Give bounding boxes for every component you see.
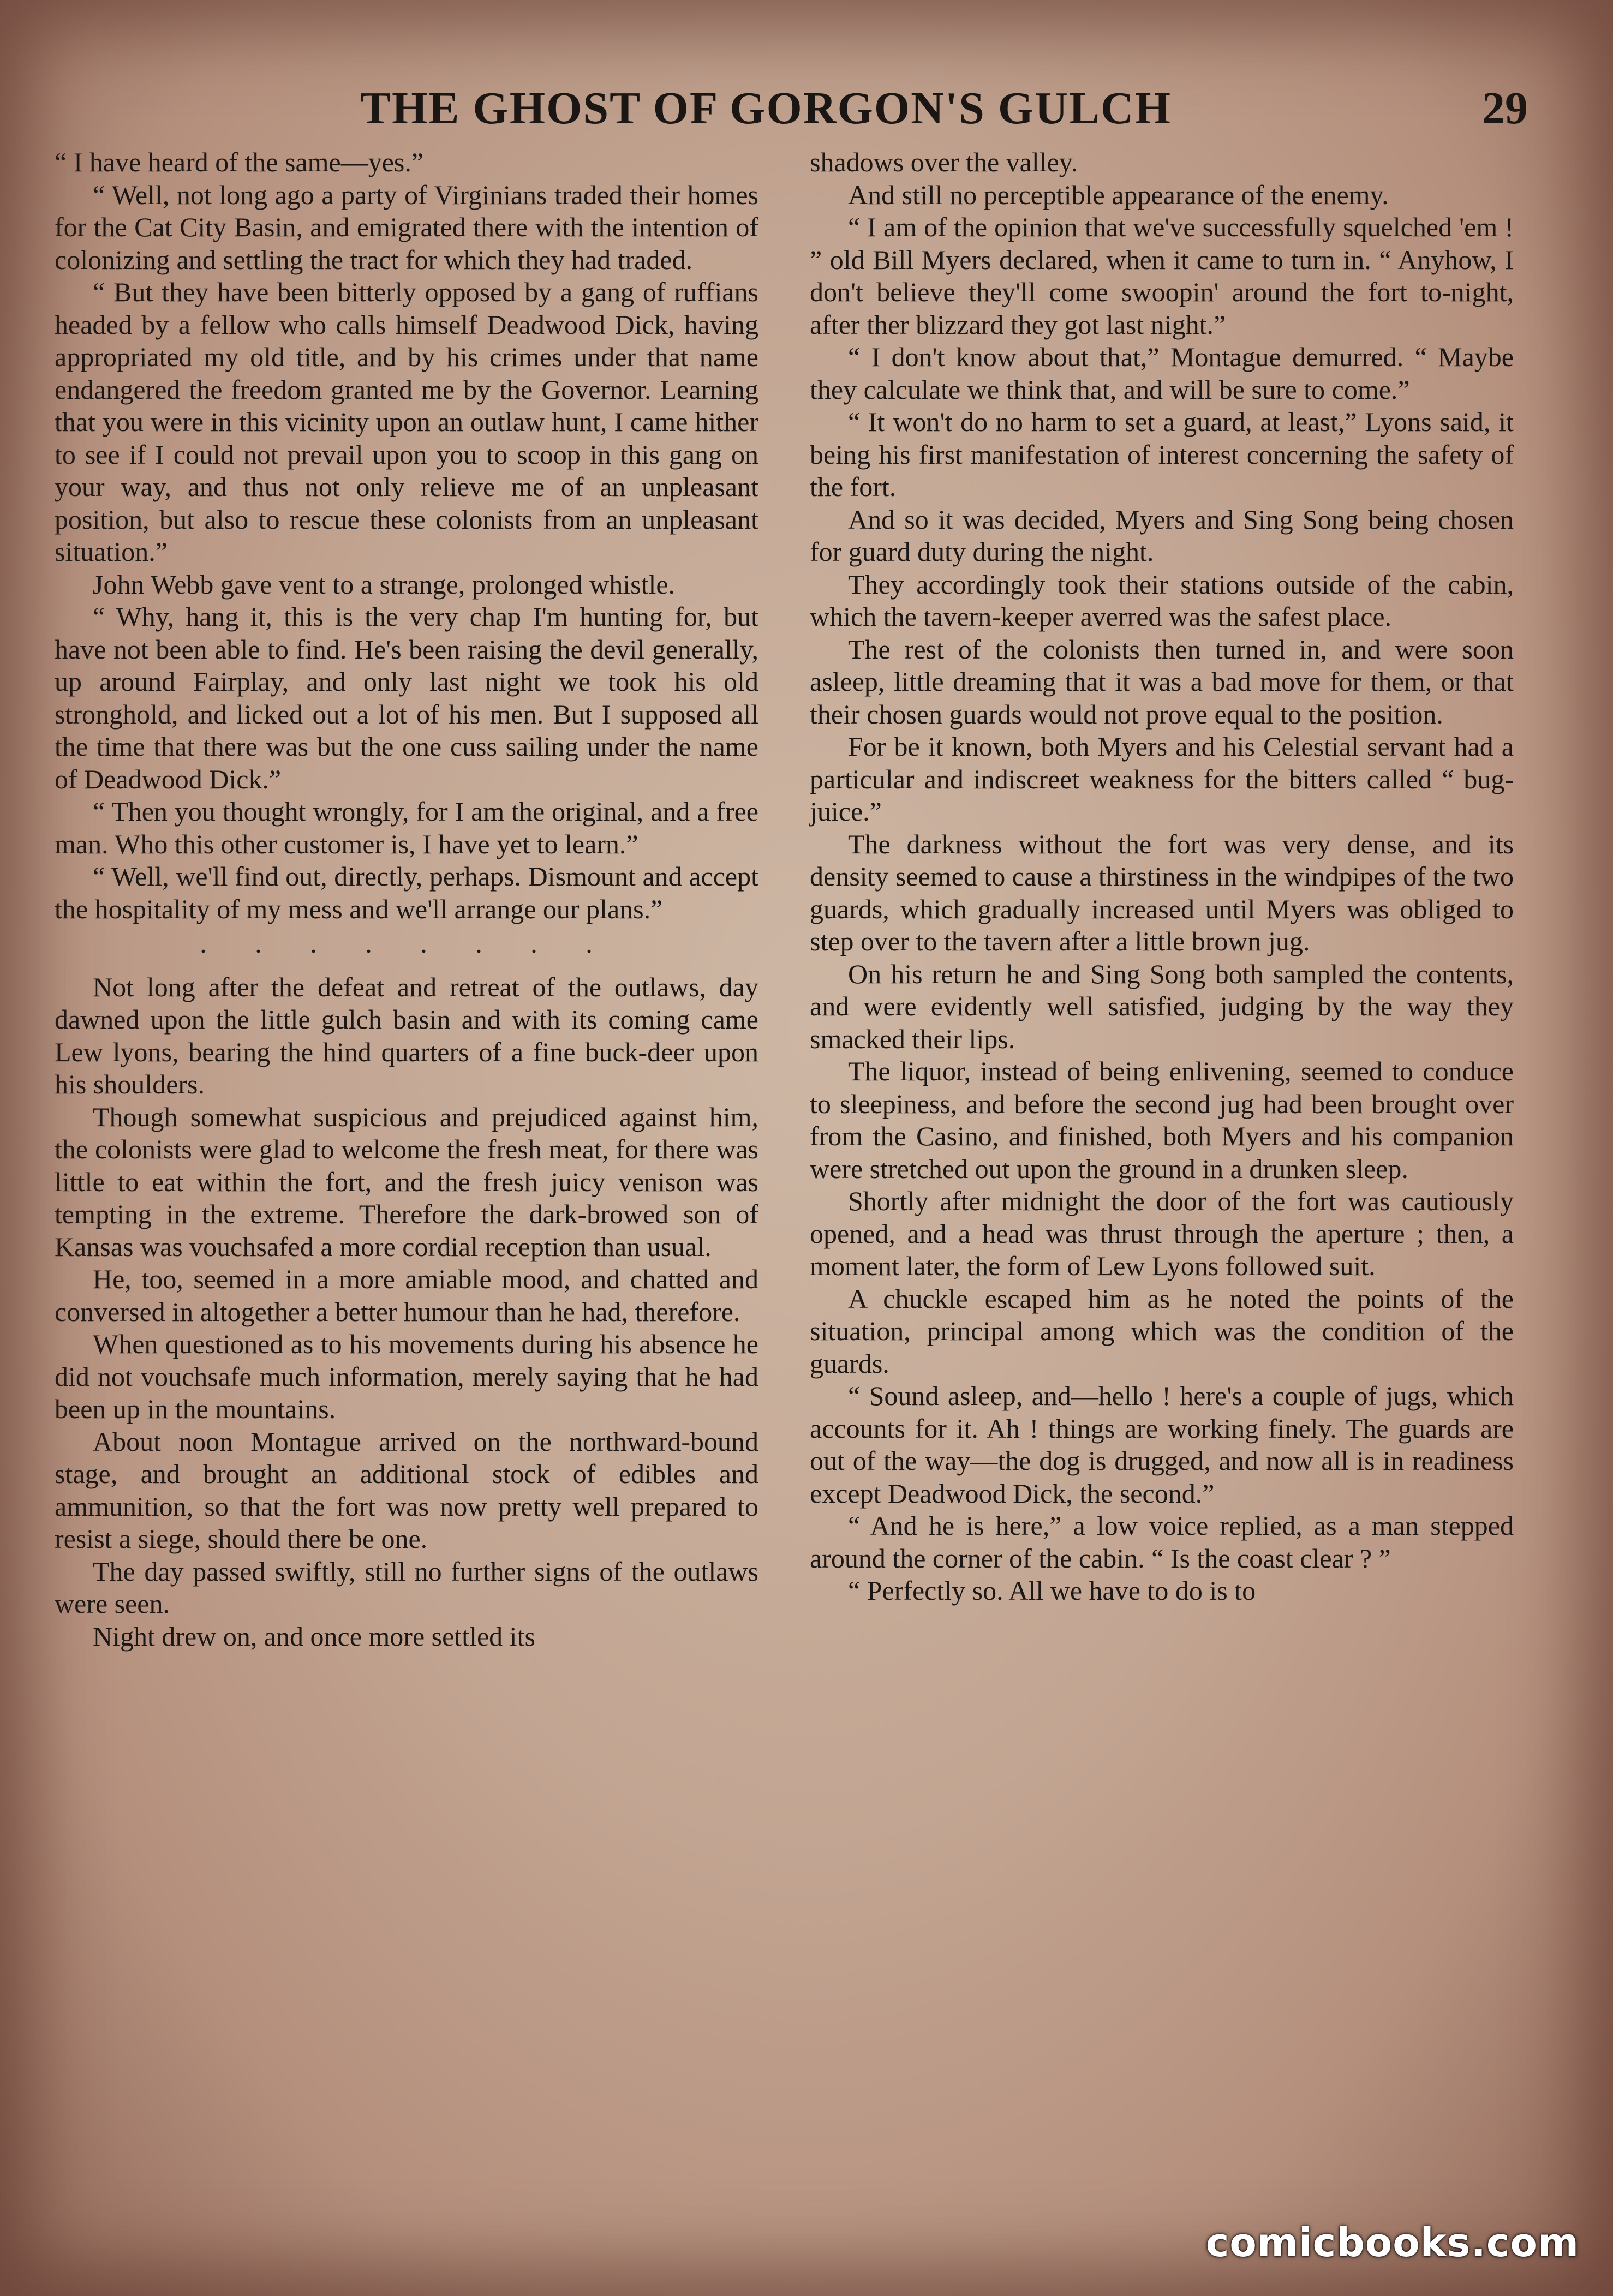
left-text-column bbox=[55, 146, 758, 1653]
paragraph: “ And he is here,” a low voice replied, as a man stepped around the corner of the cabin. “ Is the coast clear ? ” bbox=[810, 1510, 1514, 1574]
paragraph: When questioned as to his movements during his absence he did not vouchsafe much information, merely saying that he had been up in the mountains. bbox=[55, 1329, 758, 1424]
paragraph: On his return he and Sing Song both sampled the contents, and were evidently well satisfied, judging by the way they smacked their lips. bbox=[810, 958, 1514, 1054]
paragraph: The rest of the colonists then turned in, and were soon asleep, little dreaming that it was a bad move for them, or that their chosen guards would not prove equal to the position. bbox=[810, 633, 1514, 730]
watermark: comicbooks.com bbox=[1205, 2220, 1579, 2265]
paragraph: “ I have heard of the same—yes.” bbox=[55, 147, 424, 177]
paragraph: “ But they have been bitterly opposed by a gang of ruffians headed by a fellow who calls himself Deadwood Dick, having appropriated my old title, and by his crimes under that name endangered the freedom granted me by the Governor. Learning that you were in this vicinity upon an outlaw hunt, I came hither to see if I could not prevail upon you to scoop in this gang on your way, and thus not only relieve me of an unpleasant position, but also to rescue these colonists from an unpleasant situation.” bbox=[55, 277, 758, 567]
page-title: THE GHOST OF GORGON'S GULCH bbox=[360, 83, 1172, 134]
right-text-column bbox=[810, 146, 1514, 1607]
paragraph: Night drew on, and once more settled its bbox=[93, 1621, 535, 1652]
paragraph: “ Perfectly so. All we have to do is to bbox=[848, 1575, 1256, 1606]
paragraph: For be it known, both Myers and his Celestial servant had a particular and indiscreet weakness for the bitters called “ bug-juice.” bbox=[810, 731, 1514, 827]
paragraph: Shortly after midnight the door of the fort was cautiously opened, and a head was thrust through the aperture ; then, a moment later, the form of Lew Lyons followed suit. bbox=[810, 1186, 1514, 1281]
paragraph: The day passed swiftly, still no further signs of the outlaws were seen. bbox=[55, 1556, 758, 1619]
page-number: 29 bbox=[1482, 83, 1528, 134]
paragraph: The darkness without the fort was very dense, and its density seemed to cause a thirstiness in the windpipes of the two guards, which gradually increased until Myers was obliged to step over to the tavern after a little brown jug. bbox=[810, 828, 1514, 956]
paragraph: “ I am of the opinion that we've successfully squelched 'em ! ” old Bill Myers declared, when it came to turn in. “ Anyhow, I don't believe they'll come swoopin' around the fort to-night, after ther blizzard they got last night.” bbox=[810, 212, 1514, 340]
running-header bbox=[55, 82, 1528, 153]
paragraph: And so it was decided, Myers and Sing Song being chosen for guard duty during the night. bbox=[810, 504, 1514, 567]
paragraph: “ It won't do no harm to set a guard, at least,” Lyons said, it being his first manifestation of interest concerning the safety of the fort. bbox=[810, 406, 1514, 502]
paragraph: “ Well, not long ago a party of Virginians traded their homes for the Cat City Basin, and emigrated there with the intention of colonizing and settling the tract for which they had traded. bbox=[55, 179, 758, 275]
paragraph: A chuckle escaped him as he noted the points of the situation, principal among which was the condition of the guards. bbox=[810, 1283, 1514, 1379]
paragraph: About noon Montague arrived on the northward-bound stage, and brought an additional stock of edibles and ammunition, so that the fort was now pretty well prepared to resist a siege, should there be one. bbox=[55, 1426, 758, 1554]
paragraph: He, too, seemed in a more amiable mood, and chatted and conversed in altogether a better humour than he had, therefore. bbox=[55, 1264, 758, 1327]
paragraph: They accordingly took their stations outside of the cabin, which the tavern-keeper averred was the safest place. bbox=[810, 569, 1514, 632]
paragraph-continuation: shadows over the valley. bbox=[810, 147, 1078, 177]
paragraph: Not long after the defeat and retreat of the outlaws, day dawned upon the little gulch basin and with its coming came Lew lyons, bearing the hind quarters of a fine buck-deer upon his shoulders. bbox=[55, 971, 758, 1099]
paragraph: Though somewhat suspicious and prejudiced against him, the colonists were glad to welcome the fresh meat, for there was little to eat within the fort, and the fresh juicy venison was tempting in the extreme. Therefore the dark-browed son of Kansas was vouchsafed a more cordial reception than usual. bbox=[55, 1101, 758, 1262]
paragraph: “ Well, we'll find out, directly, perhaps. Dismount and accept the hospitality of my mess and we'll arrange our plans.” bbox=[55, 861, 758, 924]
paragraph: “ I don't know about that,” Montague demurred. “ Maybe they calculate we think that, and will be sure to come.” bbox=[810, 342, 1514, 405]
paragraph: “ Then you thought wrongly, for I am the original, and a free man. Who this other customer is, I have yet to learn.” bbox=[55, 796, 758, 859]
paragraph: John Webb gave vent to a strange, prolonged whistle. bbox=[93, 569, 676, 600]
paragraph: And still no perceptible appearance of the enemy. bbox=[848, 179, 1389, 210]
paragraph: “ Sound asleep, and—hello ! here's a couple of jugs, which accounts for it. Ah ! things are working finely. The guards are out of the way—the dog is drugged, and now all is in readiness except Deadwood Dick, the second.” bbox=[810, 1380, 1514, 1509]
paragraph: “ Why, hang it, this is the very chap I'm hunting for, but have not been able to find. He's been raising the devil generally, up around Fairplay, and only last night we took his old stronghold, and licked out a lot of his men. But I supposed all the time that there was but the one cuss sailing under the name of Deadwood Dick.” bbox=[55, 601, 758, 794]
section-separator: . . . . . . . . bbox=[200, 928, 613, 959]
paragraph: The liquor, instead of being enlivening, seemed to conduce to sleepiness, and before the second jug had been brought over from the Casino, and finished, both Myers and his companion were stretched out upon the ground in a drunken sleep. bbox=[810, 1056, 1514, 1184]
